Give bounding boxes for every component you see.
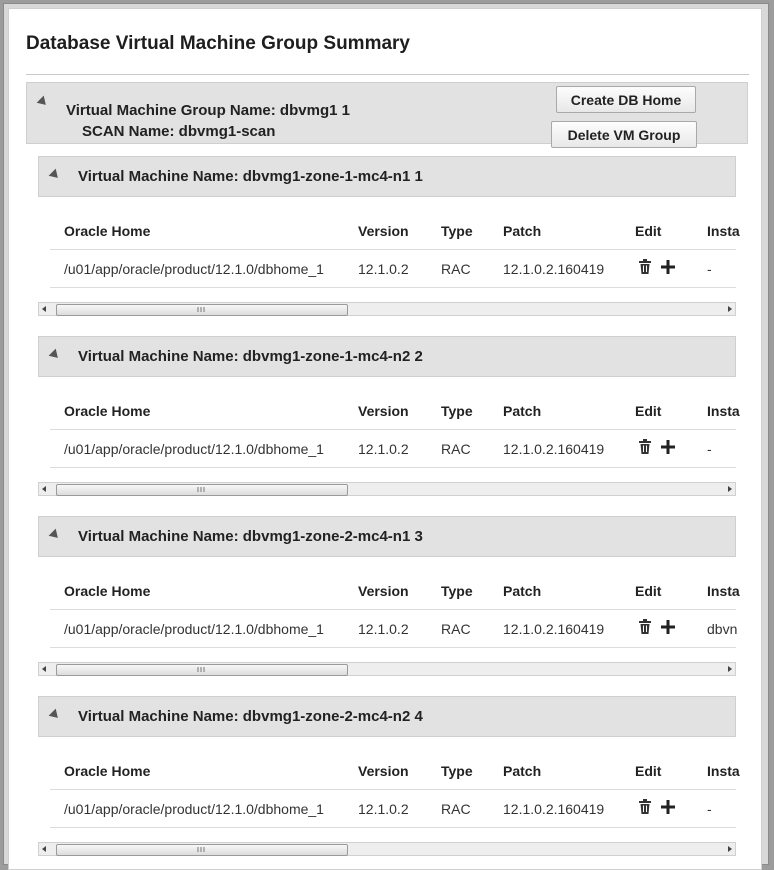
- scrollbar-grip-icon: [198, 307, 207, 312]
- delete-vm-group-button[interactable]: Delete VM Group: [551, 121, 697, 148]
- vm-title: Virtual Machine Name: dbvmg1-zone-1-mc4-n2 2: [78, 348, 423, 365]
- vm-header: [38, 696, 736, 737]
- scan-name: SCAN Name: dbvmg1-scan: [82, 123, 276, 140]
- cell-oracle-home: /u01/app/oracle/product/12.1.0/dbhome_1: [64, 441, 324, 457]
- summary-panel: [8, 8, 762, 870]
- header-divider: [50, 429, 736, 430]
- cell-oracle-home: /u01/app/oracle/product/12.1.0/dbhome_1: [64, 621, 324, 637]
- cell-version: 12.1.0.2: [358, 621, 409, 637]
- trash-icon[interactable]: [638, 799, 652, 815]
- col-instance[interactable]: Insta: [707, 403, 740, 419]
- plus-icon[interactable]: [661, 439, 675, 455]
- collapse-triangle-icon[interactable]: [49, 709, 62, 722]
- cell-instance: -: [707, 261, 712, 277]
- scroll-right-arrow-icon[interactable]: [728, 486, 732, 492]
- trash-icon[interactable]: [638, 439, 652, 455]
- cell-patch: 12.1.0.2.160419: [503, 621, 605, 637]
- col-type[interactable]: Type: [441, 763, 473, 779]
- scrollbar-grip-icon: [198, 487, 207, 492]
- scroll-right-arrow-icon[interactable]: [728, 846, 732, 852]
- row-divider: [50, 287, 736, 288]
- vm-group-name: Virtual Machine Group Name: dbvmg1 1: [66, 102, 350, 119]
- cell-instance: -: [707, 441, 712, 457]
- vm-section: [38, 336, 740, 500]
- col-instance[interactable]: Insta: [707, 223, 740, 239]
- col-type[interactable]: Type: [441, 223, 473, 239]
- cell-type: RAC: [441, 441, 471, 457]
- header-divider: [50, 249, 736, 250]
- cell-type: RAC: [441, 801, 471, 817]
- header-divider: [50, 609, 736, 610]
- scrollbar-thumb[interactable]: [56, 844, 348, 856]
- header-divider: [50, 789, 736, 790]
- vm-section: [38, 696, 740, 860]
- cell-version: 12.1.0.2: [358, 801, 409, 817]
- col-instance[interactable]: Insta: [707, 763, 740, 779]
- horizontal-scrollbar[interactable]: [38, 482, 736, 496]
- col-version[interactable]: Version: [358, 763, 409, 779]
- vm-title: Virtual Machine Name: dbvmg1-zone-1-mc4-n1 1: [78, 168, 423, 185]
- edit-actions: [638, 799, 675, 815]
- cell-instance: -: [707, 801, 712, 817]
- scroll-left-arrow-icon[interactable]: [42, 486, 46, 492]
- collapse-triangle-icon[interactable]: [49, 349, 62, 362]
- row-divider: [50, 467, 736, 468]
- col-oracle-home[interactable]: Oracle Home: [64, 583, 151, 599]
- cell-patch: 12.1.0.2.160419: [503, 261, 605, 277]
- scrollbar-grip-icon: [198, 847, 207, 852]
- col-patch[interactable]: Patch: [503, 223, 542, 239]
- plus-icon[interactable]: [661, 619, 675, 635]
- col-oracle-home[interactable]: Oracle Home: [64, 223, 151, 239]
- cell-patch: 12.1.0.2.160419: [503, 801, 605, 817]
- trash-icon[interactable]: [638, 259, 652, 275]
- oracle-home-table: [50, 388, 740, 468]
- col-type[interactable]: Type: [441, 583, 473, 599]
- plus-icon[interactable]: [661, 259, 675, 275]
- scrollbar-thumb[interactable]: [56, 664, 348, 676]
- plus-icon[interactable]: [661, 799, 675, 815]
- collapse-triangle-icon[interactable]: [49, 169, 62, 182]
- edit-actions: [638, 619, 675, 635]
- col-patch[interactable]: Patch: [503, 403, 542, 419]
- col-edit[interactable]: Edit: [635, 223, 662, 239]
- trash-icon[interactable]: [638, 619, 652, 635]
- cell-type: RAC: [441, 621, 471, 637]
- row-divider: [50, 647, 736, 648]
- collapse-triangle-icon[interactable]: [49, 529, 62, 542]
- col-version[interactable]: Version: [358, 403, 409, 419]
- oracle-home-table: [50, 208, 740, 288]
- cell-type: RAC: [441, 261, 471, 277]
- scroll-left-arrow-icon[interactable]: [42, 306, 46, 312]
- horizontal-scrollbar[interactable]: [38, 842, 736, 856]
- cell-oracle-home: /u01/app/oracle/product/12.1.0/dbhome_1: [64, 261, 324, 277]
- horizontal-scrollbar[interactable]: [38, 302, 736, 316]
- vm-section: [38, 516, 740, 680]
- col-instance[interactable]: Insta: [707, 583, 740, 599]
- scroll-left-arrow-icon[interactable]: [42, 846, 46, 852]
- cell-oracle-home: /u01/app/oracle/product/12.1.0/dbhome_1: [64, 801, 324, 817]
- col-edit[interactable]: Edit: [635, 583, 662, 599]
- scrollbar-thumb[interactable]: [56, 304, 348, 316]
- title-divider: [26, 74, 749, 75]
- scroll-left-arrow-icon[interactable]: [42, 666, 46, 672]
- scroll-right-arrow-icon[interactable]: [728, 666, 732, 672]
- row-divider: [50, 827, 736, 828]
- col-patch[interactable]: Patch: [503, 763, 542, 779]
- cell-version: 12.1.0.2: [358, 261, 409, 277]
- col-version[interactable]: Version: [358, 583, 409, 599]
- vm-header: [38, 156, 736, 197]
- cell-instance: dbvn: [707, 621, 738, 637]
- horizontal-scrollbar[interactable]: [38, 662, 736, 676]
- cell-patch: 12.1.0.2.160419: [503, 441, 605, 457]
- cell-version: 12.1.0.2: [358, 441, 409, 457]
- scrollbar-grip-icon: [198, 667, 207, 672]
- col-version[interactable]: Version: [358, 223, 409, 239]
- collapse-triangle-icon[interactable]: [37, 96, 50, 109]
- vm-header: [38, 336, 736, 377]
- scrollbar-thumb[interactable]: [56, 484, 348, 496]
- vm-title: Virtual Machine Name: dbvmg1-zone-2-mc4-n1 3: [78, 528, 423, 545]
- edit-actions: [638, 259, 675, 275]
- vm-header: [38, 516, 736, 557]
- col-patch[interactable]: Patch: [503, 583, 542, 599]
- col-oracle-home[interactable]: Oracle Home: [64, 763, 151, 779]
- vm-section: [38, 156, 740, 320]
- oracle-home-table: [50, 748, 740, 828]
- col-oracle-home[interactable]: Oracle Home: [64, 403, 151, 419]
- page-title: Database Virtual Machine Group Summary: [26, 33, 410, 54]
- vm-title: Virtual Machine Name: dbvmg1-zone-2-mc4-n2 4: [78, 708, 423, 725]
- col-type[interactable]: Type: [441, 403, 473, 419]
- col-edit[interactable]: Edit: [635, 403, 662, 419]
- oracle-home-table: [50, 568, 740, 648]
- create-db-home-button[interactable]: Create DB Home: [556, 86, 696, 113]
- edit-actions: [638, 439, 675, 455]
- scroll-right-arrow-icon[interactable]: [728, 306, 732, 312]
- col-edit[interactable]: Edit: [635, 763, 662, 779]
